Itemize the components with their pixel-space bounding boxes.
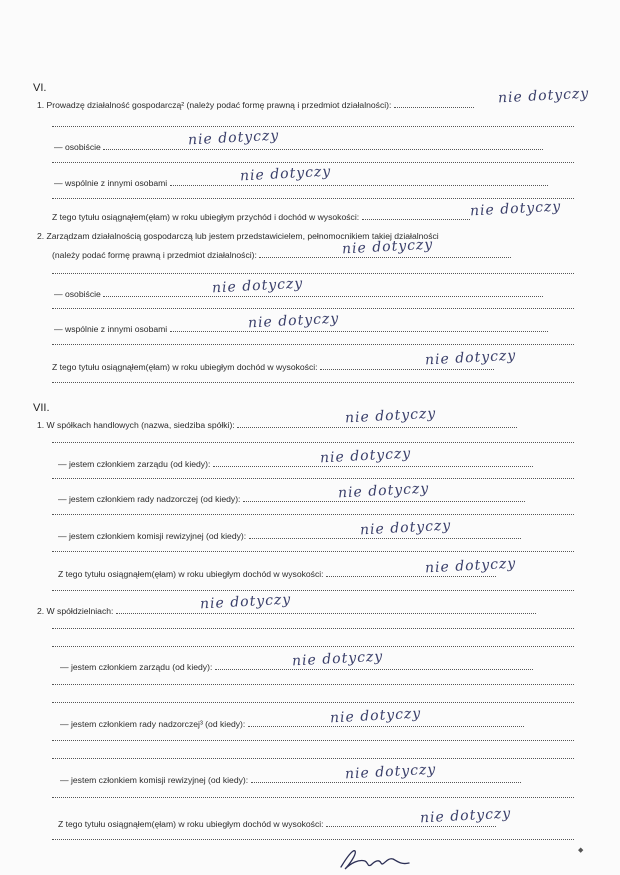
dotted-line <box>52 478 574 479</box>
handwritten-answer: nie dotyczy <box>419 805 512 827</box>
section-vii-heading: VII. <box>33 402 50 414</box>
dotted-fill <box>170 323 548 332</box>
vii-zarzad <box>58 458 533 470</box>
dotted-fill <box>362 211 470 220</box>
income-label: Z tego tytułu osiągnąłem(ęłam) w roku ubiegłym dochód w wysokości: <box>58 569 326 579</box>
dotted-fill <box>103 141 543 150</box>
dotted-line <box>52 797 574 798</box>
dotted-line <box>52 442 574 443</box>
dotted-line <box>52 758 574 759</box>
dotted-fill <box>103 288 543 297</box>
zarzad-label: — jestem członkiem zarządu (od kiedy): <box>60 662 215 672</box>
vi-osobiscie <box>54 141 543 153</box>
vi-item1-label: 1. Prowadzę działalność gospodarczą² (należy podać formę prawną i przedmiot działalności): <box>37 100 394 110</box>
handwritten-answer: nie dotyczy <box>187 127 280 149</box>
dotted-line <box>52 740 574 741</box>
vi-item2-a: 2. Zarządzam działalnością gospodarczą lub jestem przedstawicielem, pełnomocnikiem takiej działalności <box>37 231 439 241</box>
dotted-line <box>52 273 574 274</box>
wspolnie-label: — wspólnie z innymi osobami <box>54 178 170 188</box>
scan-speck: ◆ <box>578 847 584 854</box>
handwritten-answer: nie dotyczy <box>359 517 452 539</box>
item1-label: 1. W spółkach handlowych (nazwa, siedziba spółki): <box>37 420 238 430</box>
zarzad-label: — jestem członkiem zarządu (od kiedy): <box>58 459 213 469</box>
handwritten-answer: nie dotyczy <box>469 198 562 220</box>
vii-rada-2 <box>60 718 524 730</box>
handwritten-answer: nie dotyczy <box>344 405 437 427</box>
income-label: Z tego tytułu osiągnąłem(ęłam) w roku ubiegłym dochód w wysokości: <box>58 819 326 829</box>
income-label: Z tego tytułu osiągnąłem(ęłam) w roku ubiegłym dochód w wysokości: <box>52 362 320 372</box>
handwritten-answer: nie dotyczy <box>337 480 430 502</box>
dotted-line <box>52 514 574 515</box>
handwritten-answer: nie dotyczy <box>497 85 590 107</box>
handwritten-answer: nie dotyczy <box>291 648 384 670</box>
item2-label: 2. W spółdzielniach: <box>37 606 116 616</box>
dotted-line <box>52 344 574 345</box>
handwritten-answer: nie dotyczy <box>344 761 437 783</box>
handwritten-answer: nie dotyczy <box>211 275 304 297</box>
vi-item2-b <box>52 249 511 261</box>
handwritten-answer: nie dotyczy <box>239 163 332 185</box>
dotted-line <box>52 551 574 552</box>
handwritten-answer: nie dotyczy <box>424 555 517 577</box>
osobiscie-label: — osobiście <box>54 142 104 152</box>
dotted-line <box>52 126 574 127</box>
handwritten-answer: nie dotyczy <box>341 236 434 258</box>
dotted-fill <box>116 605 536 614</box>
dotted-line <box>52 198 574 199</box>
vii-rada <box>58 493 525 505</box>
dotted-line <box>52 590 574 591</box>
section-vi-heading: VI. <box>33 82 47 94</box>
vii-komisja-2 <box>60 774 521 786</box>
handwritten-answer: nie dotyczy <box>424 347 517 369</box>
vi-income1 <box>52 211 470 223</box>
dotted-line <box>52 308 574 309</box>
dotted-line <box>52 702 574 703</box>
wspolnie-label: — wspólnie z innymi osobami <box>54 324 170 334</box>
vii-item1 <box>37 419 517 431</box>
rada-label: — jestem członkiem rady nadzorczej (od kiedy): <box>58 494 243 504</box>
income-label: Z tego tytułu osiągnąłem(ęłam) w roku ubiegłym przychód i dochód w wysokości: <box>52 212 362 222</box>
dotted-line <box>52 839 574 840</box>
dotted-line <box>52 646 574 647</box>
dotted-fill <box>394 99 474 108</box>
osobiscie-label: — osobiście <box>54 289 104 299</box>
dotted-line <box>52 162 574 163</box>
dotted-line <box>52 628 574 629</box>
dotted-line <box>52 684 574 685</box>
signature-image <box>335 845 415 873</box>
handwritten-answer: nie dotyczy <box>199 591 292 613</box>
handwritten-answer: nie dotyczy <box>319 445 412 467</box>
rada-label: — jestem członkiem rady nadzorczej³ (od kiedy): <box>60 719 248 729</box>
vi-item1-text <box>37 99 474 111</box>
komisja-label: — jestem członkiem komisji rewizyjnej (od kiedy): <box>60 775 251 785</box>
dotted-line <box>52 382 574 383</box>
handwritten-answer: nie dotyczy <box>329 705 422 727</box>
handwritten-answer: nie dotyczy <box>247 310 340 332</box>
komisja-label: — jestem członkiem komisji rewizyjnej (od kiedy): <box>58 531 249 541</box>
item2-label: (należy podać formę prawną i przedmiot działalności): <box>52 250 260 260</box>
dotted-fill <box>170 177 548 186</box>
